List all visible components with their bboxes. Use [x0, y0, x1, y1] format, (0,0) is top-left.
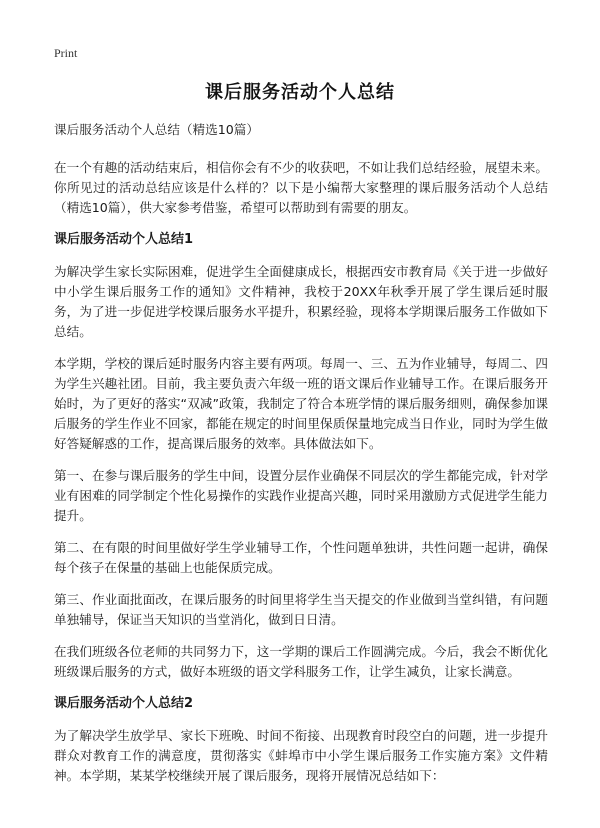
section-paragraph: 第一、在参与课后服务的学生中间，设置分层作业确保不同层次的学生都能完成，针对学业有困难的同学制定个性化易操作的实践作业提高兴趣，同时采用激励方式促进学生能力提升。 — [54, 468, 548, 523]
article-subtitle: 课后服务活动个人总结（精选10篇） — [54, 122, 259, 137]
section-heading: 课后服务活动个人总结2 — [54, 696, 194, 711]
article-body — [54, 120, 548, 798]
section-paragraph: 第二、在有限的时间里做好学生学业辅导工作，个性问题单独讲，共性问题一起讲，确保每个孩子在保量的基础上也能保质完成。 — [54, 540, 548, 575]
section-paragraph: 在我们班级各位老师的共同努力下，这一学期的课后工作圆满完成。今后，我会不断优化班级课后服务的方式，做好本班级的语文学科服务工作，让学生减负，让家长满意。 — [54, 644, 548, 679]
section-paragraph: 为了解决学生放学早、家长下班晚、时间不衔接、出现教育时段空白的问题，进一步提升群众对教育工作的满意度，贯彻落实《蚌埠市中小学生课后服务工作实施方案》文件精神。本学期，某某学校继续开展了课后服务，现将开展情况总结如下： — [54, 728, 548, 783]
section-heading: 课后服务活动个人总结1 — [54, 232, 194, 247]
section-paragraph: 第三、作业面批面改，在课后服务的时间里将学生当天提交的作业做到当堂纠错，有问题单独辅导，保证当天知识的当堂消化，做到日日清。 — [54, 592, 548, 627]
section-paragraph: 为解决学生家长实际困难，促进学生全面健康成长，根据西安市教育局《关于进一步做好中小学生课后服务工作的通知》文件精神，我校于20XX年秋季开展了学生课后延时服务，为了进一步促进学校课后服务水平提升，积累经验，现将本学期课后服务工作做如下总结。 — [54, 264, 548, 339]
print-link[interactable]: Print — [54, 46, 78, 60]
intro-paragraph: 在一个有趣的活动结束后，相信你会有不少的收获吧，不如让我们总结经验，展望未来。你所见过的活动总结应该是什么样的？以下是小编帮大家整理的课后服务活动个人总结（精选10篇），供大家参考借鉴，希望可以帮助到有需要的朋友。 — [54, 160, 548, 215]
page-title: 课后服务活动个人总结 — [205, 82, 395, 103]
section-paragraph: 本学期，学校的课后延时服务内容主要有两项。每周一、三、五为作业辅导，每周二、四为学生兴趣社团。目前，我主要负责六年级一班的语文课后作业辅导工作。在课后服务开始时，为了更好的落实“双减”政策，我制定了符合本班学情的课后服务细则，确保参加课后服务的学生作业不回家，都能在规定的时间里保质保量地完成当日作业，同时为学生做好答疑解惑的工作，提高课后服务的效率。具体做法如下。 — [54, 356, 548, 451]
